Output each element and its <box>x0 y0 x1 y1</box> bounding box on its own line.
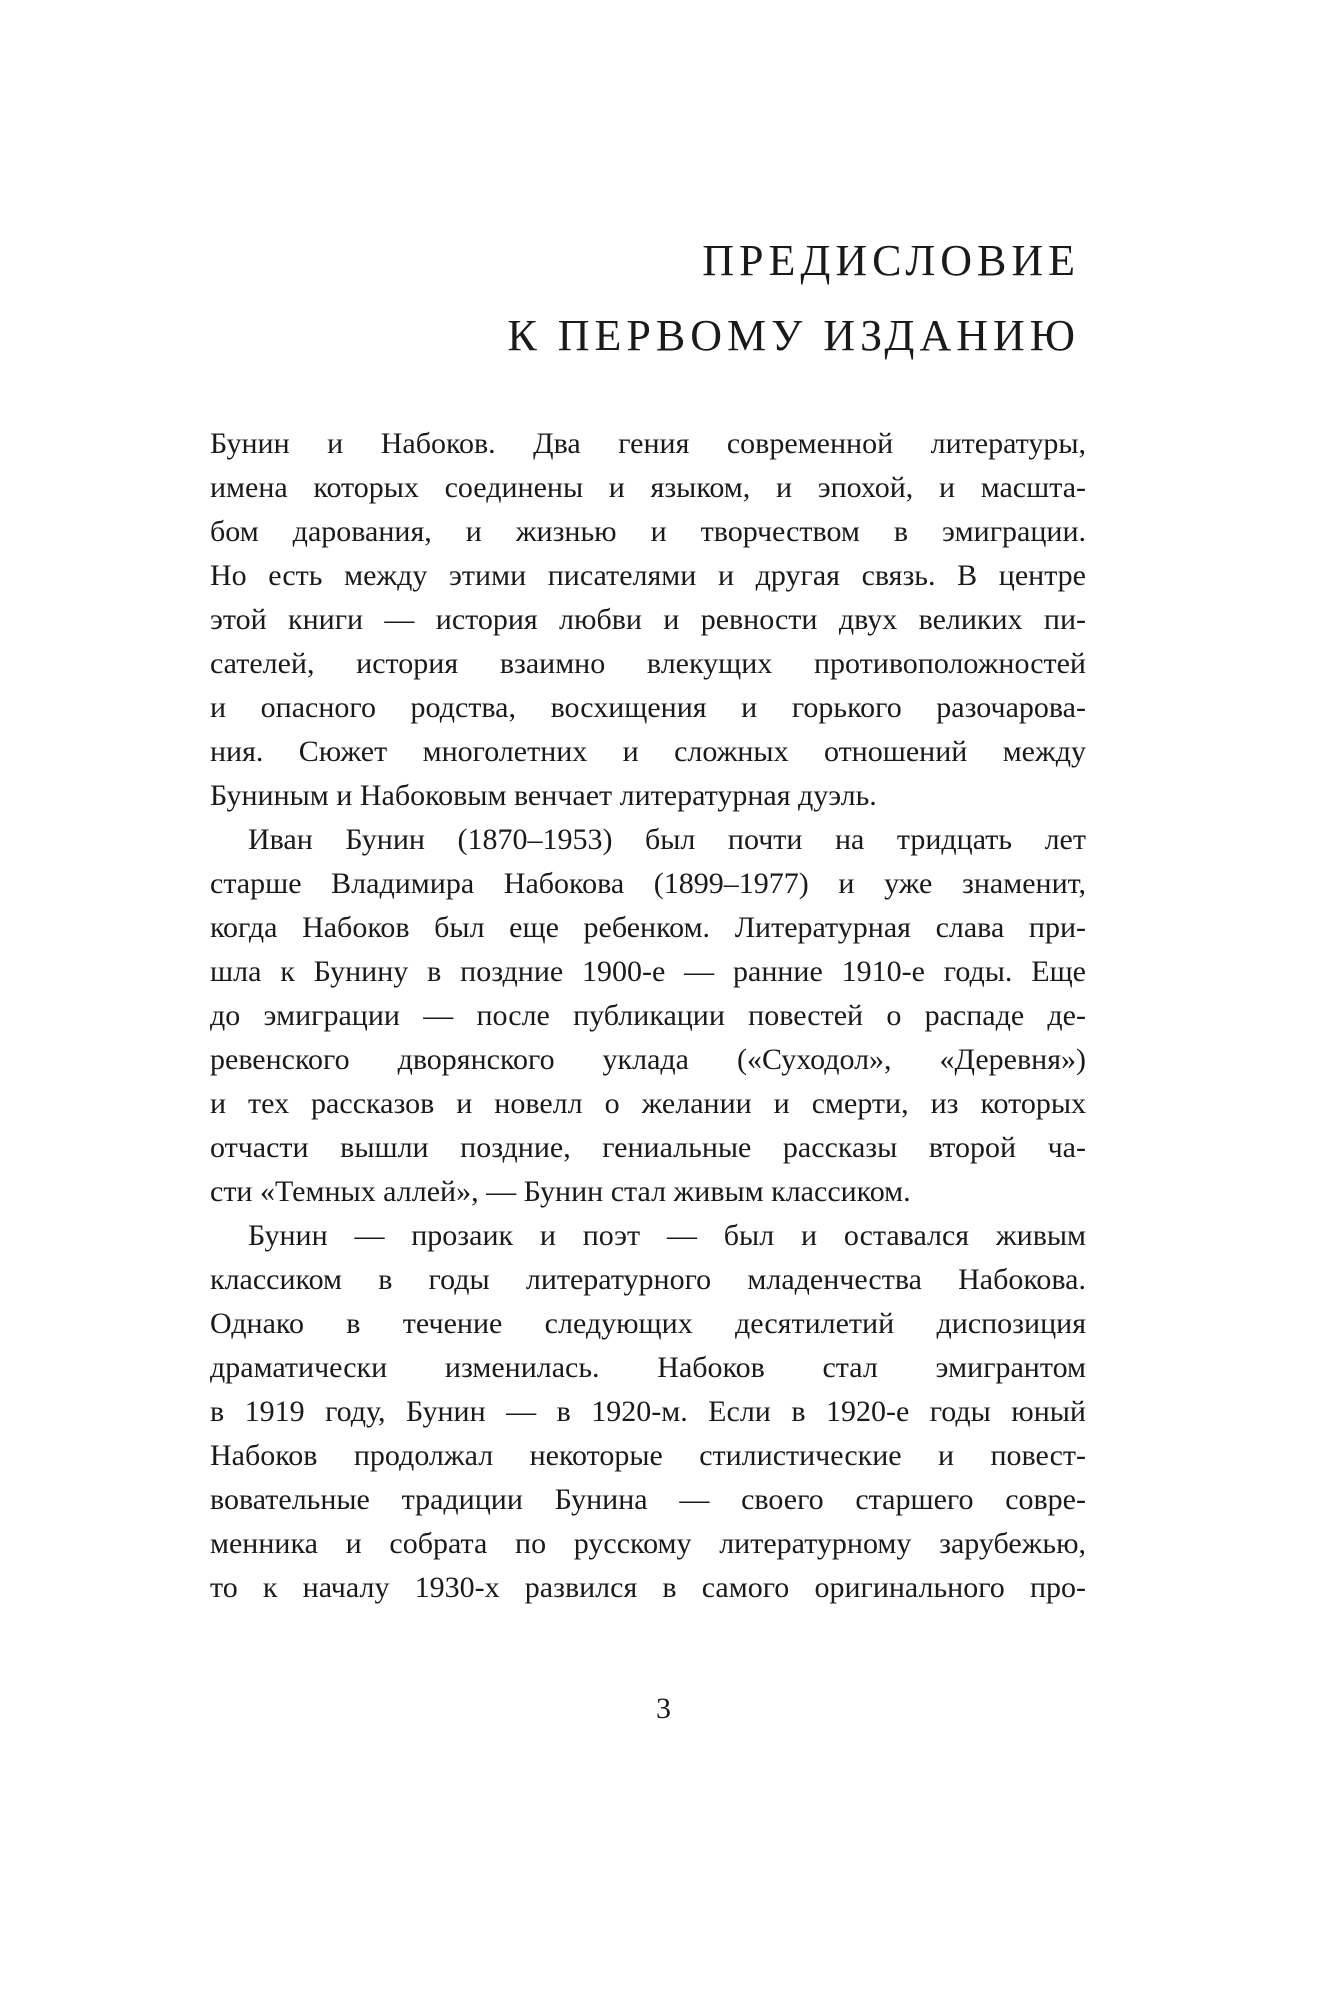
text-line: Иван Бунин (1870–1953) был почти на тридцать лет <box>248 823 1086 856</box>
chapter-title-line-1: ПРЕДИСЛОВИЕ <box>702 236 1080 285</box>
text-line: сателей, история взаимно влекущих противоположностей <box>210 647 1086 680</box>
text-line: сти «Темных аллей», — Бунин стал живым классиком. <box>210 1175 911 1208</box>
text-line: Бунин — прозаик и поэт — был и оставался живым <box>248 1219 1086 1252</box>
text-line: бом дарования, и жизнью и творчеством в эмиграции. <box>210 515 1086 548</box>
text-line: ния. Сюжет многолетних и сложных отношений между <box>210 735 1086 768</box>
text-line: когда Набоков был еще ребенком. Литературная слава при- <box>210 911 1086 944</box>
text-line: в 1919 году, Бунин — в 1920-м. Если в 1920-е годы юный <box>210 1395 1086 1428</box>
text-line: и опасного родства, восхищения и горького разочарова- <box>210 691 1086 724</box>
text-line: менника и собрата по русскому литературному зарубежью, <box>210 1527 1086 1560</box>
text-line: вовательные традиции Бунина — своего старшего совре- <box>210 1483 1086 1516</box>
text-line: этой книги — история любви и ревности двух великих пи- <box>210 603 1086 636</box>
text-line: старше Владимира Набокова (1899–1977) и уже знаменит, <box>210 867 1086 900</box>
text-line: то к началу 1930-х развился в самого оригинального про- <box>210 1571 1086 1604</box>
chapter-title-line-2: К ПЕРВОМУ ИЗДАНИЮ <box>507 311 1080 360</box>
text-line: ревенского дворянского уклада («Суходол», «Деревня») <box>210 1043 1086 1076</box>
text-line: шла к Бунину в поздние 1900-е — ранние 1910-е годы. Еще <box>210 955 1086 988</box>
text-line: Однако в течение следующих десятилетий диспозиция <box>210 1307 1086 1340</box>
text-line: драматически изменилась. Набоков стал эмигрантом <box>210 1351 1086 1384</box>
text-line: отчасти вышли поздние, гениальные рассказы второй ча- <box>210 1131 1086 1164</box>
text-line: до эмиграции — после публикации повестей о распаде де- <box>210 999 1086 1032</box>
text-line: Бунин и Набоков. Два гения современной литературы, <box>210 427 1086 460</box>
text-line: Набоков продолжал некоторые стилистические и повест- <box>210 1439 1086 1472</box>
text-line: Буниным и Набоковым венчает литературная дуэль. <box>210 779 877 812</box>
text-line: Но есть между этими писателями и другая связь. В центре <box>210 559 1086 592</box>
page-number: 3 <box>656 1692 671 1725</box>
text-line: классиком в годы литературного младенчества Набокова. <box>210 1263 1086 1296</box>
text-line: имена которых соединены и языком, и эпохой, и масшта- <box>210 471 1086 504</box>
text-line: и тех рассказов и новелл о желании и смерти, из которых <box>210 1087 1086 1120</box>
